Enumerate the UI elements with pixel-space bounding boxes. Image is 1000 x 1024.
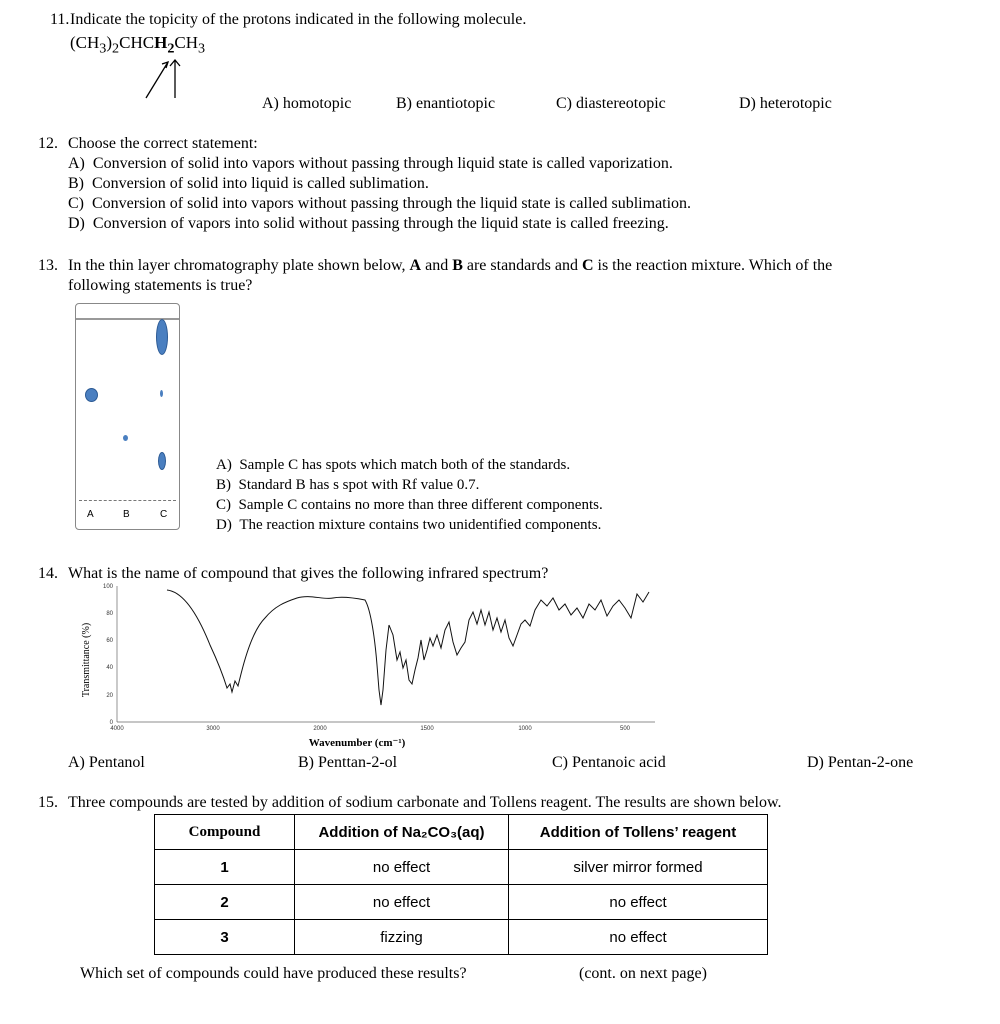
- ir-x-tick: 500: [619, 726, 631, 732]
- cell-compound: 2: [155, 885, 295, 920]
- q13-number: 13.: [38, 257, 58, 274]
- tlc-spot-a: [85, 388, 98, 402]
- tlc-spot-c-top: [156, 319, 168, 355]
- ir-y-tick: 20: [106, 693, 113, 699]
- cell-compound: 3: [155, 920, 295, 955]
- q13-text-line1: In the thin layer chromatography plate shown below, A and B are standards and C is the reaction mixture. Which of the: [68, 257, 833, 274]
- cell-tollens: silver mirror formed: [509, 850, 768, 885]
- proton-arrows-icon: [138, 54, 188, 104]
- table-row: [155, 885, 768, 920]
- ir-y-tick: 0: [109, 720, 113, 726]
- ir-x-tick: 1500: [420, 726, 434, 732]
- q12-number: 12.: [38, 135, 58, 152]
- q11-option-a[interactable]: A) homotopic: [262, 95, 352, 112]
- q14-option-b[interactable]: B) Penttan-2-ol: [298, 754, 398, 771]
- q11-formula: $(CH_3)_2CHCH_2CH_3$: [70, 33, 206, 57]
- ir-spectrum-trace: [167, 590, 649, 705]
- cell-compound: 1: [155, 850, 295, 885]
- tlc-plate: [75, 303, 180, 530]
- cell-na2co3: fizzing: [295, 920, 509, 955]
- baseline-line: [79, 500, 176, 501]
- ir-y-tick: 60: [106, 638, 113, 644]
- ir-y-tick: 40: [106, 665, 113, 671]
- table-row: [155, 920, 768, 955]
- cell-na2co3: no effect: [295, 850, 509, 885]
- q14-option-d[interactable]: D) Pentan-2-one: [807, 754, 914, 771]
- ir-x-tick: 3000: [206, 726, 220, 732]
- q13-option-c[interactable]: C) Sample C contains no more than three different components.: [216, 497, 603, 513]
- q14-option-a[interactable]: A) Pentanol: [68, 754, 145, 771]
- q11-option-b[interactable]: B) enantiotopic: [396, 95, 496, 112]
- header-tollens: Addition of Tollens’ reagent: [509, 815, 768, 850]
- q14-option-c[interactable]: C) Pentanoic acid: [552, 754, 666, 771]
- ir-x-tick: 2000: [313, 726, 327, 732]
- lane-label-b: B: [123, 509, 130, 520]
- ir-y-tick: 80: [106, 611, 113, 617]
- q13-option-b[interactable]: B) Standard B has s spot with Rf value 0.7.: [216, 477, 480, 493]
- q13-option-d[interactable]: D) The reaction mixture contains two unidentified components.: [216, 517, 602, 533]
- table-row: [155, 850, 768, 885]
- q15-footer-note: (cont. on next page): [579, 965, 707, 982]
- q13-option-a[interactable]: A) Sample C has spots which match both of the standards.: [216, 457, 571, 473]
- lane-label-c: C: [160, 509, 168, 520]
- q12-option-b[interactable]: B) Conversion of solid into liquid is called sublimation.: [68, 175, 429, 192]
- q15-number: 15.: [38, 794, 58, 811]
- ir-x-axis-label: Wavenumber (cm⁻¹): [308, 737, 406, 749]
- ir-x-tick: 1000: [518, 726, 532, 732]
- results-table: [154, 814, 768, 955]
- tlc-spot-b: [123, 435, 128, 441]
- tlc-spot-c-bottom: [158, 452, 166, 470]
- ir-y-axis-label: Transmittance (%): [81, 622, 92, 698]
- lane-label-a: A: [87, 509, 94, 520]
- q15-footer-question: Which set of compounds could have produced these results?: [80, 965, 467, 982]
- cell-na2co3: no effect: [295, 885, 509, 920]
- ir-spectrum-chart: [75, 580, 665, 755]
- q11-text: Indicate the topicity of the protons indicated in the following molecule.: [70, 11, 527, 28]
- tlc-spot-c-mid: [160, 390, 163, 397]
- table-header-row: [155, 815, 768, 850]
- q13-text-line2: following statements is true?: [68, 277, 253, 294]
- q12-option-a[interactable]: A) Conversion of solid into vapors without passing through liquid state is called vaporization.: [68, 155, 673, 172]
- header-compound: Compound: [155, 815, 295, 850]
- q11-option-d[interactable]: D) heterotopic: [739, 95, 832, 112]
- q11-option-c[interactable]: C) diastereotopic: [556, 95, 666, 112]
- q14-number: 14.: [38, 565, 58, 582]
- cell-tollens: no effect: [509, 920, 768, 955]
- q12-option-c[interactable]: C) Conversion of solid into vapors without passing through the liquid state is called sublimation.: [68, 195, 692, 212]
- ir-y-tick: 100: [102, 584, 113, 590]
- cell-tollens: no effect: [509, 885, 768, 920]
- q12-option-d[interactable]: D) Conversion of vapors into solid without passing through the liquid state is called freezing.: [68, 215, 669, 232]
- q15-text: Three compounds are tested by addition of sodium carbonate and Tollens reagent. The results are shown below.: [68, 794, 782, 811]
- q14-text: What is the name of compound that gives the following infrared spectrum?: [68, 565, 549, 582]
- q12-text: Choose the correct statement:: [68, 135, 258, 152]
- header-sodium-carbonate: Addition of Na₂CO₃(aq): [295, 815, 509, 850]
- q11-number: 11.: [50, 11, 70, 28]
- ir-x-tick: 4000: [110, 726, 124, 732]
